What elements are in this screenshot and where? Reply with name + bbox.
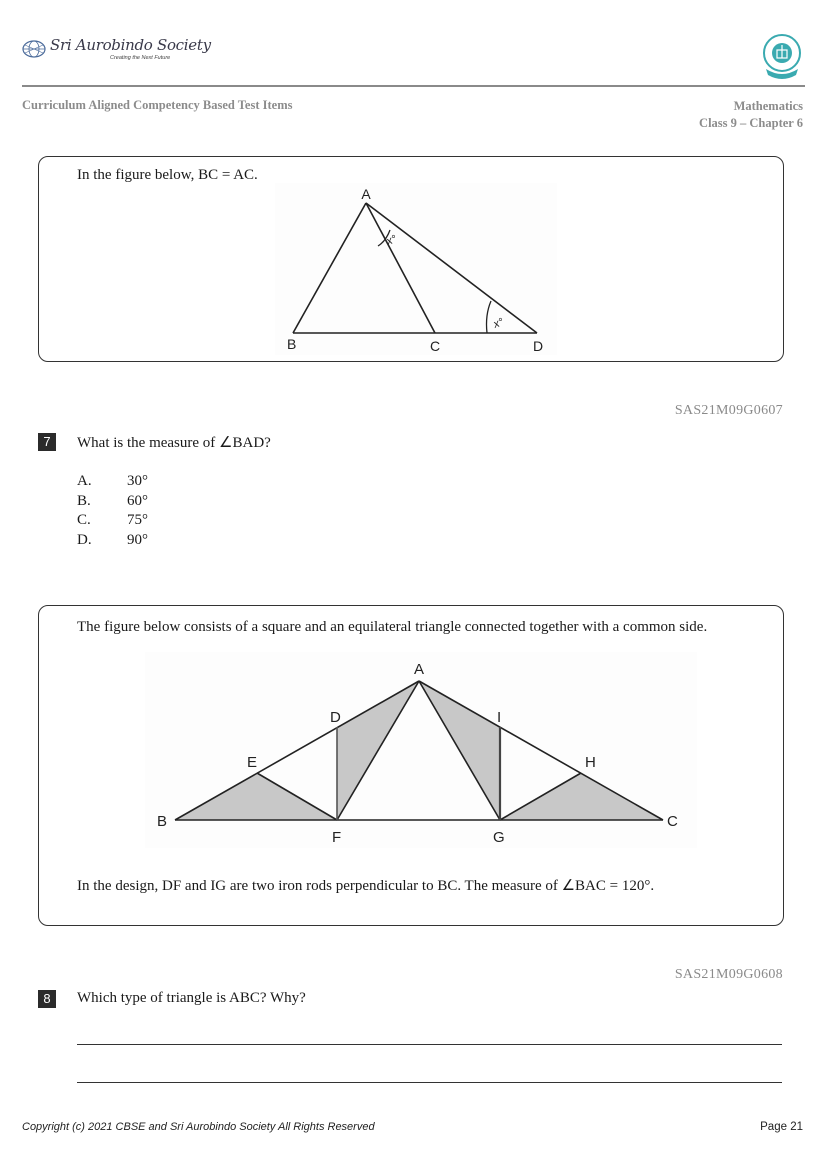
globe-logo-icon — [22, 40, 46, 58]
option-c[interactable] — [77, 512, 148, 529]
answer-line-2[interactable] — [77, 1082, 782, 1083]
option-value: 90° — [127, 532, 148, 548]
point-h-label: H — [585, 754, 596, 771]
subject-info — [699, 98, 803, 132]
sri-aurobindo-society-logo — [22, 36, 211, 68]
question-number-7: 7 — [38, 433, 56, 451]
point-i-label: I — [497, 709, 502, 726]
option-value: 75° — [127, 512, 148, 528]
answer-line-1[interactable] — [77, 1044, 782, 1045]
copyright-notice: Copyright (c) 2021 CBSE and Sri Aurobindo Society All Rights Reserved — [22, 1121, 375, 1133]
option-b[interactable] — [77, 493, 148, 510]
context1-text: In the figure below, BC = AC. — [77, 167, 258, 183]
question-number-8: 8 — [38, 990, 56, 1008]
option-letter: C. — [77, 512, 91, 528]
point-c-label: C — [667, 813, 678, 830]
logo-name: Sri Aurobindo Society — [50, 36, 211, 54]
document-series-title: Curriculum Aligned Competency Based Test Items — [22, 98, 293, 112]
point-d-label: D — [330, 709, 341, 726]
cbse-logo — [760, 33, 804, 81]
point-f-label: F — [332, 829, 342, 846]
triangle-abcd-figure — [275, 183, 557, 355]
point-b-label: B — [157, 813, 168, 830]
item-code-q8: SAS21M09G0608 — [674, 967, 783, 982]
header-divider — [22, 85, 805, 87]
point-a-label: A — [361, 186, 371, 202]
point-e-label: E — [247, 754, 258, 771]
option-a[interactable] — [77, 473, 148, 490]
context2-note: In the design, DF and IG are two iron rods perpendicular to BC. The measure of ∠BAC = 120°. — [77, 878, 655, 894]
option-d[interactable] — [77, 532, 148, 549]
class-chapter-label: Class 9 – Chapter 6 — [699, 116, 803, 130]
cbse-emblem-icon — [760, 33, 804, 81]
question8-text: Which type of triangle is ABC? Why? — [77, 990, 306, 1006]
point-b-label: B — [287, 336, 297, 352]
option-letter: B. — [77, 493, 91, 509]
point-a-label: A — [413, 661, 425, 678]
angle-x-label-2: x° — [491, 316, 506, 331]
point-c-label: C — [430, 338, 441, 354]
question7-text: What is the measure of ∠BAD? — [77, 435, 271, 451]
option-value: 60° — [127, 493, 148, 509]
context-box-2 — [38, 605, 784, 926]
logo-tagline: Creating the Next Future — [110, 55, 171, 61]
option-value: 30° — [127, 473, 148, 489]
item-code-q7: SAS21M09G0607 — [674, 403, 783, 418]
context2-text: The figure below consists of a square and an equilateral triangle connected together with a common side. — [77, 619, 708, 635]
point-g-label: G — [493, 829, 505, 846]
angle-x-label-1: x° — [384, 233, 399, 248]
context-box-1 — [38, 156, 784, 362]
point-d-label: D — [533, 338, 544, 354]
option-letter: D. — [77, 532, 92, 548]
option-letter: A. — [77, 473, 92, 489]
page-number: Page 21 — [760, 1121, 803, 1133]
truss-figure — [145, 652, 697, 848]
subject-label: Mathematics — [733, 99, 803, 113]
